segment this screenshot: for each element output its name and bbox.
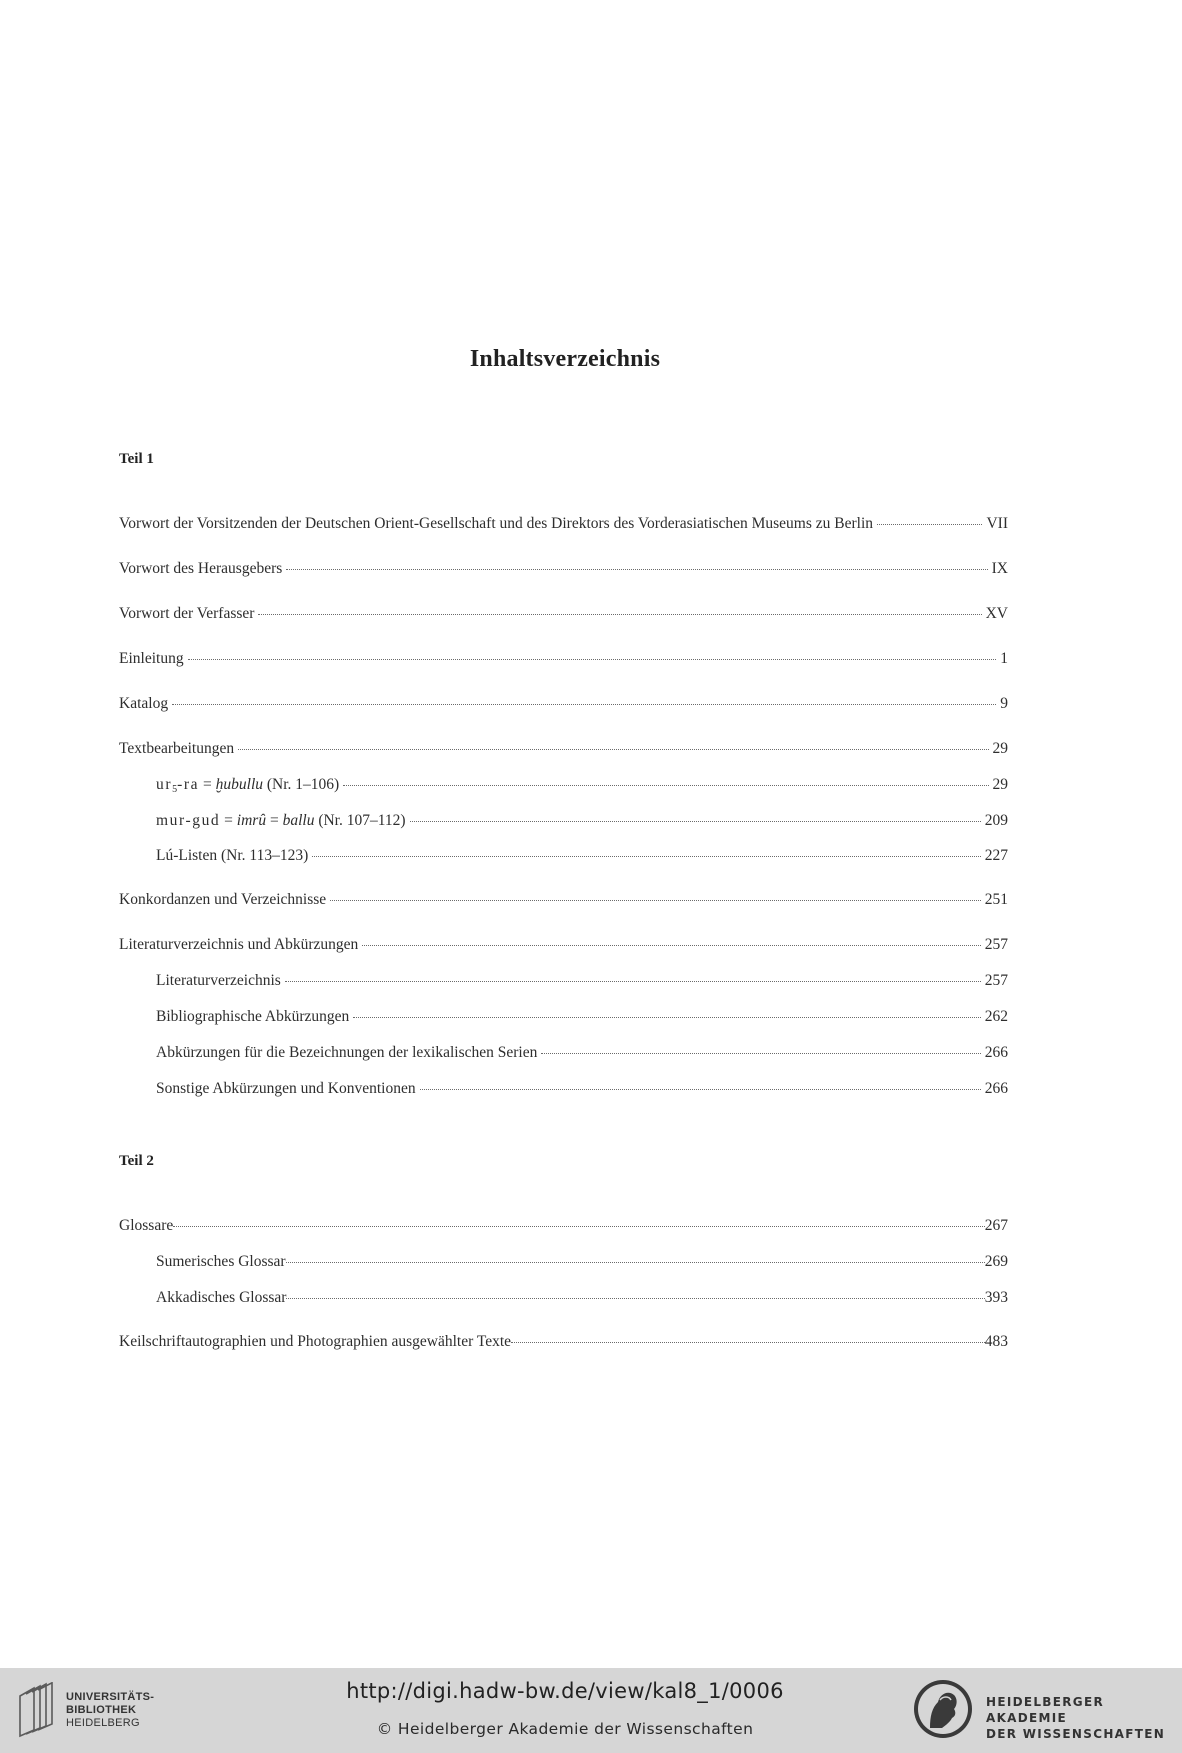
- toc-entry-page: 267: [984, 1217, 1008, 1234]
- akkadian-term: ballu: [282, 812, 315, 829]
- toc-entry-label: Akkadisches Glossar: [156, 1289, 287, 1306]
- toc-entry-label: Glossare: [119, 1217, 174, 1234]
- toc-subentry[interactable]: [156, 1078, 1008, 1100]
- toc-entry-label: Sumerisches Glossar: [156, 1253, 286, 1270]
- dot-leader: [410, 807, 981, 822]
- toc-entry-page: 262: [984, 1008, 1008, 1025]
- dot-leader: [285, 967, 981, 982]
- toc-entry[interactable]: [119, 934, 1008, 956]
- permalink-url[interactable]: http://digi.hadw-bw.de/view/kal8_1/0006: [346, 1679, 784, 1703]
- sumerian-term: ur: [156, 776, 173, 793]
- ub-line-2: BIBLIOTHEK: [66, 1704, 137, 1716]
- dot-leader: [541, 1039, 980, 1054]
- part-heading-1: Teil 1: [119, 451, 154, 467]
- toc-entry-label: Keilschriftautographien und Photographien ausgewählter Texte: [119, 1333, 512, 1350]
- toc-entry-page: 393: [984, 1289, 1008, 1306]
- copyright-notice: © Heidelberger Akademie der Wissenschaften: [376, 1720, 754, 1738]
- toc-entry[interactable]: [119, 1215, 1008, 1237]
- dot-leader: [420, 1075, 981, 1090]
- toc-entry-page: 483: [984, 1333, 1008, 1350]
- toc-entry-label: Abkürzungen für die Bezeichnungen der lexikalischen Serien: [156, 1044, 538, 1061]
- part-heading-2: Teil 2: [119, 1153, 154, 1169]
- toc-subentry[interactable]: [156, 810, 1008, 832]
- toc-entry[interactable]: [119, 558, 1008, 580]
- akkadian-term: imrû: [236, 812, 267, 829]
- toc-subentry[interactable]: [156, 970, 1008, 992]
- hadw-line-2: DER WISSENSCHAFTEN: [986, 1727, 1166, 1741]
- equals-sign: =: [220, 812, 237, 829]
- equals-sign: =: [266, 812, 283, 829]
- toc-entry-page: 9: [1000, 695, 1008, 712]
- toc-entry-label: Vorwort der Vorsitzenden der Deutschen Orient-Gesellschaft und des Direktors des Vorderasiatischen Museums zu Berlin: [119, 515, 874, 532]
- dot-leader: [238, 735, 988, 750]
- dot-leader: [877, 510, 982, 525]
- toc-entry-page: 251: [984, 891, 1008, 908]
- dot-leader: [353, 1003, 980, 1018]
- akkadian-term: ḫubullu: [215, 776, 264, 793]
- toc-entry-page: XV: [985, 605, 1008, 622]
- toc-entry[interactable]: [119, 648, 1008, 670]
- toc-entry-label: Konkordanzen und Verzeichnisse: [119, 891, 327, 908]
- toc-entry-label: Literaturverzeichnis und Abkürzungen: [119, 936, 359, 953]
- toc-entry[interactable]: [119, 889, 1008, 911]
- toc-entry-page: IX: [991, 560, 1008, 577]
- toc-entry[interactable]: [119, 693, 1008, 715]
- toc-entry-page: 257: [984, 936, 1008, 953]
- hadw-line-1: HEIDELBERGER AKADEMIE: [986, 1695, 1104, 1725]
- toc-entry-label: Sonstige Abkürzungen und Konventionen: [156, 1080, 416, 1097]
- toc-entry[interactable]: [119, 738, 1008, 760]
- toc-entry-label: Lú-Listen (Nr. 113–123): [156, 847, 309, 864]
- academy-seal-icon[interactable]: [912, 1678, 974, 1740]
- sumerian-term-suffix: -ra: [177, 776, 200, 793]
- toc-entry-page: 29: [992, 740, 1008, 757]
- toc-entry-label: Vorwort des Herausgebers: [119, 560, 283, 577]
- dot-leader: [343, 771, 988, 786]
- toc-entry-label: Textbearbeitungen: [119, 740, 235, 757]
- toc-entry-page: 227: [984, 847, 1008, 864]
- dot-leader: [286, 1248, 985, 1263]
- dot-leader: [312, 842, 981, 857]
- dot-leader: [286, 555, 987, 570]
- dot-leader: [172, 690, 996, 705]
- ub-line-1: UNIVERSITÄTS-: [66, 1691, 155, 1703]
- toc-subentry[interactable]: [156, 774, 1008, 796]
- toc-entry-label: Literaturverzeichnis: [156, 972, 281, 989]
- page-title: Inhaltsverzeichnis: [469, 346, 661, 372]
- toc-entry[interactable]: [119, 513, 1008, 535]
- toc-entry-page: 269: [984, 1253, 1008, 1270]
- dot-leader: [286, 1284, 984, 1299]
- number-range: (Nr. 1–106): [263, 776, 340, 793]
- toc-entry-page: 266: [984, 1080, 1008, 1097]
- dot-leader: [173, 1212, 985, 1227]
- toc-entry-page: 1: [1000, 650, 1008, 667]
- footer-bar: [0, 1668, 1182, 1753]
- academy-name: [986, 1694, 1182, 1742]
- toc-entry[interactable]: [119, 1331, 1008, 1353]
- toc-entry-page: VII: [986, 515, 1008, 532]
- toc-entry-page: 266: [984, 1044, 1008, 1061]
- dot-leader: [258, 600, 981, 615]
- toc-subentry[interactable]: [156, 1006, 1008, 1028]
- toc-subentry[interactable]: [156, 1042, 1008, 1064]
- dot-leader: [511, 1328, 985, 1343]
- toc-entry-page: 209: [984, 812, 1008, 829]
- toc-entry-label: Katalog: [119, 695, 169, 712]
- dot-leader: [330, 886, 981, 901]
- toc-entry-label: Einleitung: [119, 650, 184, 667]
- subscript-index: 5: [172, 784, 178, 795]
- dot-leader: [362, 931, 980, 946]
- toc-entry-label: Bibliographische Abkürzungen: [156, 1008, 350, 1025]
- dot-leader: [188, 645, 997, 660]
- toc-entry-label: Vorwort der Verfasser: [119, 605, 255, 622]
- toc-subentry[interactable]: [156, 845, 1008, 867]
- toc-subentry[interactable]: [156, 1287, 1008, 1309]
- equals-sign: =: [199, 776, 216, 793]
- toc-entry-label: [156, 774, 339, 801]
- sumerian-term: mur-gud: [156, 812, 221, 829]
- toc-entry[interactable]: [119, 603, 1008, 625]
- toc-subentry[interactable]: [156, 1251, 1008, 1273]
- toc-entry-page: 29: [992, 776, 1008, 793]
- toc-entry-label: [156, 810, 406, 832]
- ub-line-3: HEIDELBERG: [66, 1717, 140, 1729]
- number-range: (Nr. 107–112): [314, 812, 406, 829]
- toc-entry-page: 257: [984, 972, 1008, 989]
